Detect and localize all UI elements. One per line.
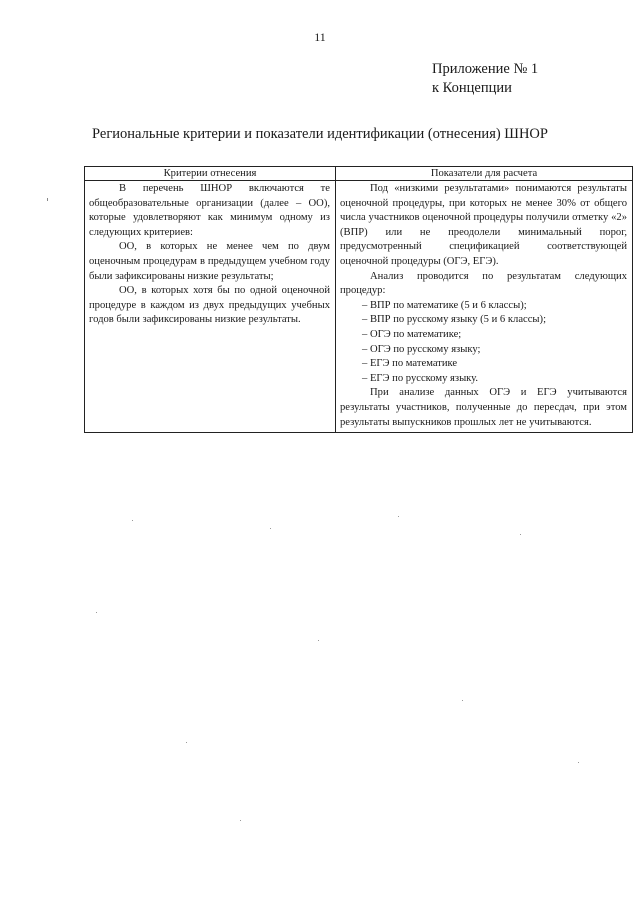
criteria-table (84, 166, 633, 433)
criteria-paragraph: ОО, в которых хотя бы по одной оценочной процедуре в каждом из двух предыдущих учебных годов были зафиксированы низкие результаты. (89, 285, 330, 326)
appendix-line-2: к Концепции (432, 80, 512, 96)
document-title: Региональные критерии и показатели идентификации (отнесения) ШНОР (92, 126, 548, 142)
procedure-item: – ОГЭ по математике; (362, 328, 462, 340)
scan-speck (270, 528, 271, 529)
indicators-analysis: Анализ проводится по результатам следующих процедур: (340, 270, 627, 297)
procedure-item: – ВПР по математике (5 и 6 классы); (362, 299, 527, 311)
scan-speck (318, 640, 319, 641)
table-header-row (85, 167, 633, 181)
scan-speck (240, 820, 241, 821)
indicators-note: При анализе данных ОГЭ и ЕГЭ учитываются результаты участников, полученные до пересдач, при этом результаты выпускников прошлых лет не учитываются. (340, 387, 627, 428)
criteria-cell (85, 181, 336, 433)
criteria-paragraph: ОО, в которых не менее чем по двум оценочным процедурам в предыдущем учебном году были зафиксированы низкие результаты; (89, 241, 330, 282)
header-criteria: Критерии отнесения (85, 167, 336, 181)
table-row (85, 181, 633, 433)
scan-speck (96, 612, 97, 613)
procedure-item: – ЕГЭ по русскому языку. (362, 372, 479, 384)
procedure-item: – ЕГЭ по математике (362, 358, 458, 370)
scan-speck (462, 700, 463, 701)
scan-speck (520, 534, 521, 535)
scan-mark (47, 198, 48, 201)
indicators-intro: Под «низкими результатами» понимаются результаты оценочной процедуры, при которых не менее 30% от общего числа участников оценочной процедуры получили отметку «2» (ВПР) или не преодолели минимальный порог, предусмотренный спецификацией соответствующей оценочной процедуры (ОГЭ, ЕГЭ). (340, 183, 627, 267)
appendix-label (432, 60, 538, 98)
scan-speck (186, 742, 187, 743)
scan-speck (398, 516, 399, 517)
header-indicators: Показатели для расчета (336, 167, 633, 181)
scan-speck (578, 762, 579, 763)
criteria-paragraph: В перечень ШНОР включаются те общеобразовательные организации (далее – ОО), которые удовлетворяют как минимум одному из следующих критериев: (89, 183, 330, 238)
indicators-cell (336, 181, 633, 433)
page-number: 11 (314, 30, 326, 44)
scan-speck (132, 520, 133, 521)
procedure-item: – ОГЭ по русскому языку; (362, 343, 481, 355)
appendix-line-1: Приложение № 1 (432, 61, 539, 77)
procedure-item: – ВПР по русскому языку (5 и 6 классы); (362, 314, 547, 326)
